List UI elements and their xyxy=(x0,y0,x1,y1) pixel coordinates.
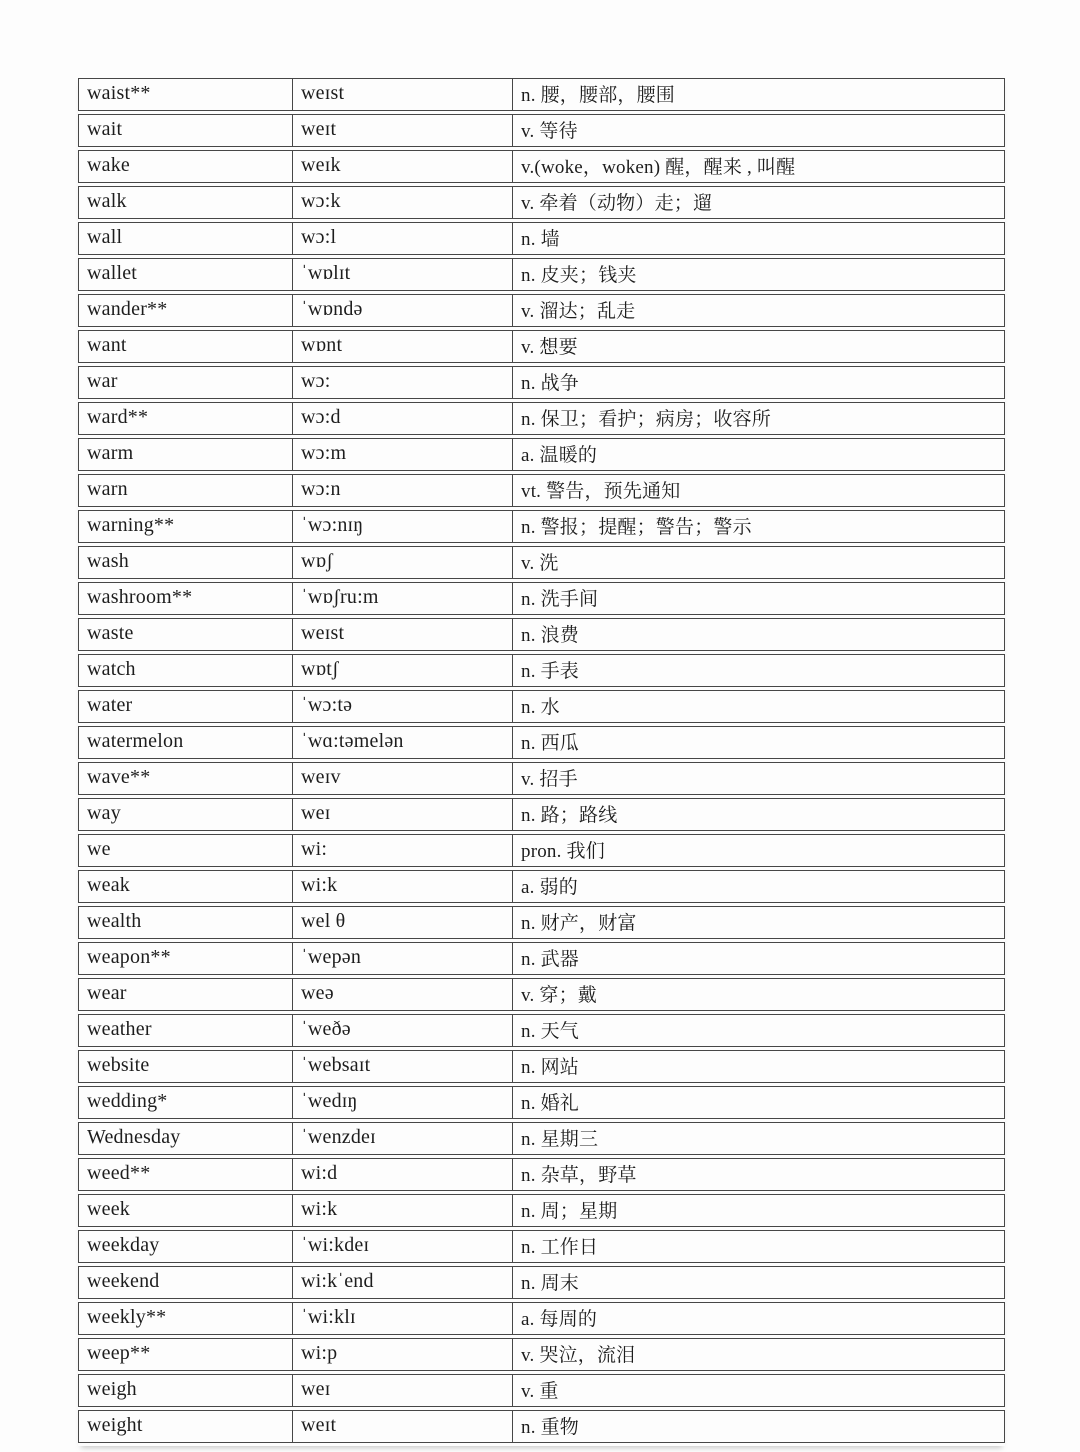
meaning-cell: n. 路；路线 xyxy=(512,798,1005,831)
phonetic-cell: weɪk xyxy=(292,150,512,183)
vocab-row xyxy=(78,510,1005,543)
word-cell: wealth xyxy=(78,906,292,939)
vocab-row xyxy=(78,762,1005,795)
vocab-row xyxy=(78,978,1005,1011)
phonetic-cell: wɔ:k xyxy=(292,186,512,219)
word-cell: weekly** xyxy=(78,1302,292,1335)
vocab-row xyxy=(78,690,1005,723)
word-cell: weep** xyxy=(78,1338,292,1371)
word-cell: way xyxy=(78,798,292,831)
vocab-row xyxy=(78,1266,1005,1299)
vocab-row xyxy=(78,330,1005,363)
phonetic-cell: ˈwi:kdeɪ xyxy=(292,1230,512,1263)
meaning-cell: n. 杂草，野草 xyxy=(512,1158,1005,1191)
vocab-row xyxy=(78,1122,1005,1155)
word-cell: warn xyxy=(78,474,292,507)
word-cell: warning** xyxy=(78,510,292,543)
word-cell: wedding* xyxy=(78,1086,292,1119)
word-cell: watch xyxy=(78,654,292,687)
phonetic-cell: ˈweðə xyxy=(292,1014,512,1047)
phonetic-cell: ˈwɒʃru:m xyxy=(292,582,512,615)
meaning-cell: n. 皮夹；钱夹 xyxy=(512,258,1005,291)
vocab-row xyxy=(78,258,1005,291)
phonetic-cell: wɔ: xyxy=(292,366,512,399)
vocab-row xyxy=(78,1158,1005,1191)
meaning-cell: n. 腰，腰部，腰围 xyxy=(512,78,1005,111)
word-cell: wall xyxy=(78,222,292,255)
phonetic-cell: wi:d xyxy=(292,1158,512,1191)
vocab-row xyxy=(78,150,1005,183)
word-cell: Wednesday xyxy=(78,1122,292,1155)
meaning-cell: vt. 警告，预先通知 xyxy=(512,474,1005,507)
meaning-cell: a. 温暖的 xyxy=(512,438,1005,471)
vocab-row xyxy=(78,726,1005,759)
phonetic-cell: ˈwedɪŋ xyxy=(292,1086,512,1119)
word-cell: wave** xyxy=(78,762,292,795)
meaning-cell: v. 溜达；乱走 xyxy=(512,294,1005,327)
word-cell: weather xyxy=(78,1014,292,1047)
word-cell: week xyxy=(78,1194,292,1227)
meaning-cell: n. 战争 xyxy=(512,366,1005,399)
word-cell: weekend xyxy=(78,1266,292,1299)
vocabulary-table xyxy=(78,75,1005,1446)
meaning-cell: n. 保卫；看护；病房；收容所 xyxy=(512,402,1005,435)
phonetic-cell: ˈwɒndə xyxy=(292,294,512,327)
phonetic-cell: weɪv xyxy=(292,762,512,795)
vocab-row xyxy=(78,906,1005,939)
meaning-cell: v. 重 xyxy=(512,1374,1005,1407)
word-cell: wait xyxy=(78,114,292,147)
meaning-cell: n. 天气 xyxy=(512,1014,1005,1047)
word-cell: water xyxy=(78,690,292,723)
phonetic-cell: wɔ:d xyxy=(292,402,512,435)
vocab-row xyxy=(78,222,1005,255)
word-cell: walk xyxy=(78,186,292,219)
meaning-cell: n. 浪费 xyxy=(512,618,1005,651)
meaning-cell: v. 洗 xyxy=(512,546,1005,579)
vocab-row xyxy=(78,1086,1005,1119)
phonetic-cell: weɪst xyxy=(292,618,512,651)
meaning-cell: n. 财产，财富 xyxy=(512,906,1005,939)
vocab-row xyxy=(78,798,1005,831)
phonetic-cell: wɒnt xyxy=(292,330,512,363)
meaning-cell: n. 武器 xyxy=(512,942,1005,975)
vocab-row xyxy=(78,438,1005,471)
meaning-cell: pron. 我们 xyxy=(512,834,1005,867)
word-cell: waist** xyxy=(78,78,292,111)
meaning-cell: n. 水 xyxy=(512,690,1005,723)
phonetic-cell: wɔ:n xyxy=(292,474,512,507)
phonetic-cell: ˈwepən xyxy=(292,942,512,975)
phonetic-cell: weɪ xyxy=(292,798,512,831)
vocab-row xyxy=(78,1338,1005,1371)
word-cell: weight xyxy=(78,1410,292,1443)
phonetic-cell: ˈwenzdeɪ xyxy=(292,1122,512,1155)
phonetic-cell: ˈwi:klɪ xyxy=(292,1302,512,1335)
word-cell: weak xyxy=(78,870,292,903)
meaning-cell: n. 重物 xyxy=(512,1410,1005,1443)
meaning-cell: v. 等待 xyxy=(512,114,1005,147)
word-cell: want xyxy=(78,330,292,363)
meaning-cell: n. 警报；提醒；警告；警示 xyxy=(512,510,1005,543)
word-cell: weekday xyxy=(78,1230,292,1263)
vocab-row xyxy=(78,474,1005,507)
word-cell: wallet xyxy=(78,258,292,291)
word-cell: watermelon xyxy=(78,726,292,759)
vocab-row xyxy=(78,1194,1005,1227)
vocab-row xyxy=(78,654,1005,687)
word-cell: we xyxy=(78,834,292,867)
word-cell: waste xyxy=(78,618,292,651)
vocab-row xyxy=(78,870,1005,903)
meaning-cell: n. 网站 xyxy=(512,1050,1005,1083)
meaning-cell: v. 招手 xyxy=(512,762,1005,795)
word-cell: weigh xyxy=(78,1374,292,1407)
meaning-cell: n. 手表 xyxy=(512,654,1005,687)
meaning-cell: n. 墙 xyxy=(512,222,1005,255)
word-cell: washroom** xyxy=(78,582,292,615)
phonetic-cell: wɒʃ xyxy=(292,546,512,579)
vocab-row xyxy=(78,294,1005,327)
meaning-cell: n. 周；星期 xyxy=(512,1194,1005,1227)
phonetic-cell: ˈwebsaɪt xyxy=(292,1050,512,1083)
phonetic-cell: weɪt xyxy=(292,114,512,147)
meaning-cell: n. 洗手间 xyxy=(512,582,1005,615)
vocab-row xyxy=(78,1410,1005,1443)
word-cell: wear xyxy=(78,978,292,1011)
phonetic-cell: wi:k xyxy=(292,1194,512,1227)
vocab-row xyxy=(78,366,1005,399)
phonetic-cell: wɔ:l xyxy=(292,222,512,255)
phonetic-cell: weɪt xyxy=(292,1410,512,1443)
vocab-row xyxy=(78,1050,1005,1083)
phonetic-cell: ˈwɔ:nɪŋ xyxy=(292,510,512,543)
word-cell: wash xyxy=(78,546,292,579)
phonetic-cell: ˈwɒlɪt xyxy=(292,258,512,291)
vocab-row xyxy=(78,1302,1005,1335)
vocab-row xyxy=(78,402,1005,435)
word-cell: ward** xyxy=(78,402,292,435)
vocab-row xyxy=(78,1230,1005,1263)
vocab-row xyxy=(78,942,1005,975)
vocab-row xyxy=(78,186,1005,219)
vocab-row xyxy=(78,78,1005,111)
meaning-cell: a. 每周的 xyxy=(512,1302,1005,1335)
vocabulary-table-body xyxy=(78,78,1005,1443)
phonetic-cell: wɔ:m xyxy=(292,438,512,471)
phonetic-cell: wɒtʃ xyxy=(292,654,512,687)
phonetic-cell: wi:kˈend xyxy=(292,1266,512,1299)
phonetic-cell: weə xyxy=(292,978,512,1011)
meaning-cell: v.(woke，woken) 醒，醒来 , 叫醒 xyxy=(512,150,1005,183)
meaning-cell: a. 弱的 xyxy=(512,870,1005,903)
vocab-row xyxy=(78,1374,1005,1407)
meaning-cell: v. 哭泣，流泪 xyxy=(512,1338,1005,1371)
word-cell: weed** xyxy=(78,1158,292,1191)
phonetic-cell: wi:k xyxy=(292,870,512,903)
word-cell: website xyxy=(78,1050,292,1083)
meaning-cell: n. 周末 xyxy=(512,1266,1005,1299)
meaning-cell: n. 星期三 xyxy=(512,1122,1005,1155)
phonetic-cell: weɪ xyxy=(292,1374,512,1407)
word-cell: war xyxy=(78,366,292,399)
vocab-row xyxy=(78,546,1005,579)
phonetic-cell: ˈwɔ:tə xyxy=(292,690,512,723)
meaning-cell: v. 穿；戴 xyxy=(512,978,1005,1011)
meaning-cell: v. 牵着（动物）走；遛 xyxy=(512,186,1005,219)
word-cell: warm xyxy=(78,438,292,471)
vocab-row xyxy=(78,582,1005,615)
phonetic-cell: weɪst xyxy=(292,78,512,111)
vocab-row xyxy=(78,1014,1005,1047)
phonetic-cell: wi:p xyxy=(292,1338,512,1371)
word-cell: weapon** xyxy=(78,942,292,975)
vocab-row xyxy=(78,618,1005,651)
meaning-cell: n. 工作日 xyxy=(512,1230,1005,1263)
phonetic-cell: ˈwɑ:təmelən xyxy=(292,726,512,759)
meaning-cell: v. 想要 xyxy=(512,330,1005,363)
vocab-row xyxy=(78,834,1005,867)
vocab-row xyxy=(78,114,1005,147)
phonetic-cell: wi: xyxy=(292,834,512,867)
phonetic-cell: wel θ xyxy=(292,906,512,939)
word-cell: wander** xyxy=(78,294,292,327)
meaning-cell: n. 婚礼 xyxy=(512,1086,1005,1119)
word-cell: wake xyxy=(78,150,292,183)
meaning-cell: n. 西瓜 xyxy=(512,726,1005,759)
